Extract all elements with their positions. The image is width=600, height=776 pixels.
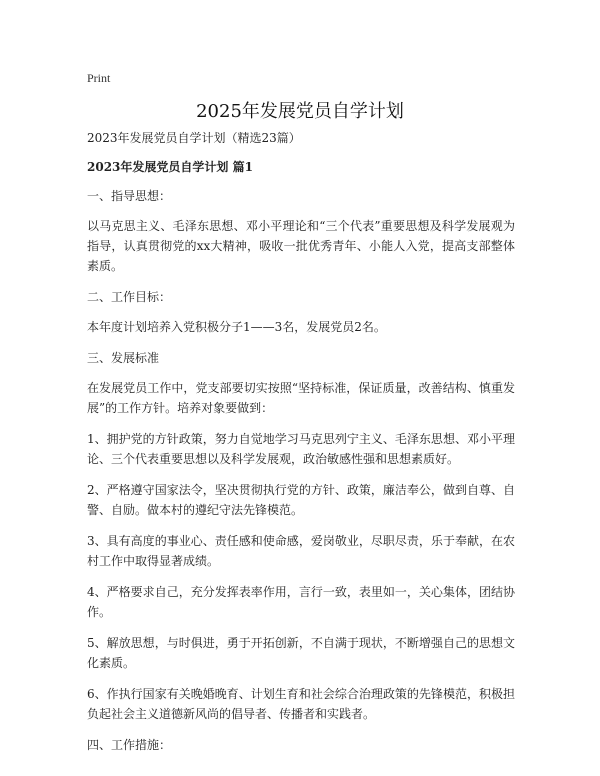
document-subtitle: 2023年发展党员自学计划（精选23篇） — [87, 131, 301, 145]
page-title: 2025年发展党员自学计划 — [196, 101, 404, 122]
heading-development-standards: 三、发展标准 — [87, 351, 160, 365]
list-item: 3、具有高度的事业心、责任感和使命感，爱岗敬业，尽职尽责，乐于奉献，在农村工作中取得显著成绩。 — [87, 534, 515, 568]
list-item: 2、严格遵守国家法令，坚决贯彻执行党的方针、政策，廉洁奉公，做到自尊、自警、自励。做本村的遵纪守法先锋模范。 — [87, 483, 515, 517]
list-item: 1、拥护党的方针政策，努力自觉地学习马克思列宁主义、毛泽东思想、邓小平理论、三个代表重要思想以及科学发展观，政治敏感性强和思想素质好。 — [87, 432, 515, 466]
paragraph-guiding-ideology: 以马克思主义、毛泽东思想、邓小平理论和“三个代表”重要思想及科学发展观为指导，认真贯彻党的xx大精神，吸收一批优秀青年、小能人入党，提高支部整体素质。 — [87, 219, 515, 273]
heading-work-measures: 四、工作措施： — [87, 738, 172, 752]
section-heading: 2023年发展党员自学计划 篇1 — [87, 160, 253, 174]
heading-guiding-ideology: 一、指导思想： — [87, 189, 172, 203]
list-item: 6、作执行国家有关晚婚晚育、计划生育和社会综合治理政策的先锋模范，积极担负起社会主义道德新风尚的倡导者、传播者和实践者。 — [87, 687, 515, 721]
print-label: Print — [87, 71, 111, 85]
paragraph-work-goals: 本年度计划培养入党积极分子1——3名，发展党员2名。 — [87, 320, 386, 334]
heading-work-goals: 二、工作目标： — [87, 290, 172, 304]
list-item: 5、解放思想，与时俱进，勇于开拓创新，不自满于现状，不断增强自己的思想文化素质。 — [87, 636, 515, 670]
paragraph-standards-intro: 在发展党员工作中，党支部要切实按照“坚持标准，保证质量，改善结构、慎重发展”的工作方针。培养对象要做到： — [87, 381, 515, 415]
document-body — [87, 128, 515, 765]
list-item: 4、严格要求自己，充分发挥表率作用，言行一致，表里如一，关心集体，团结协作。 — [87, 585, 515, 619]
